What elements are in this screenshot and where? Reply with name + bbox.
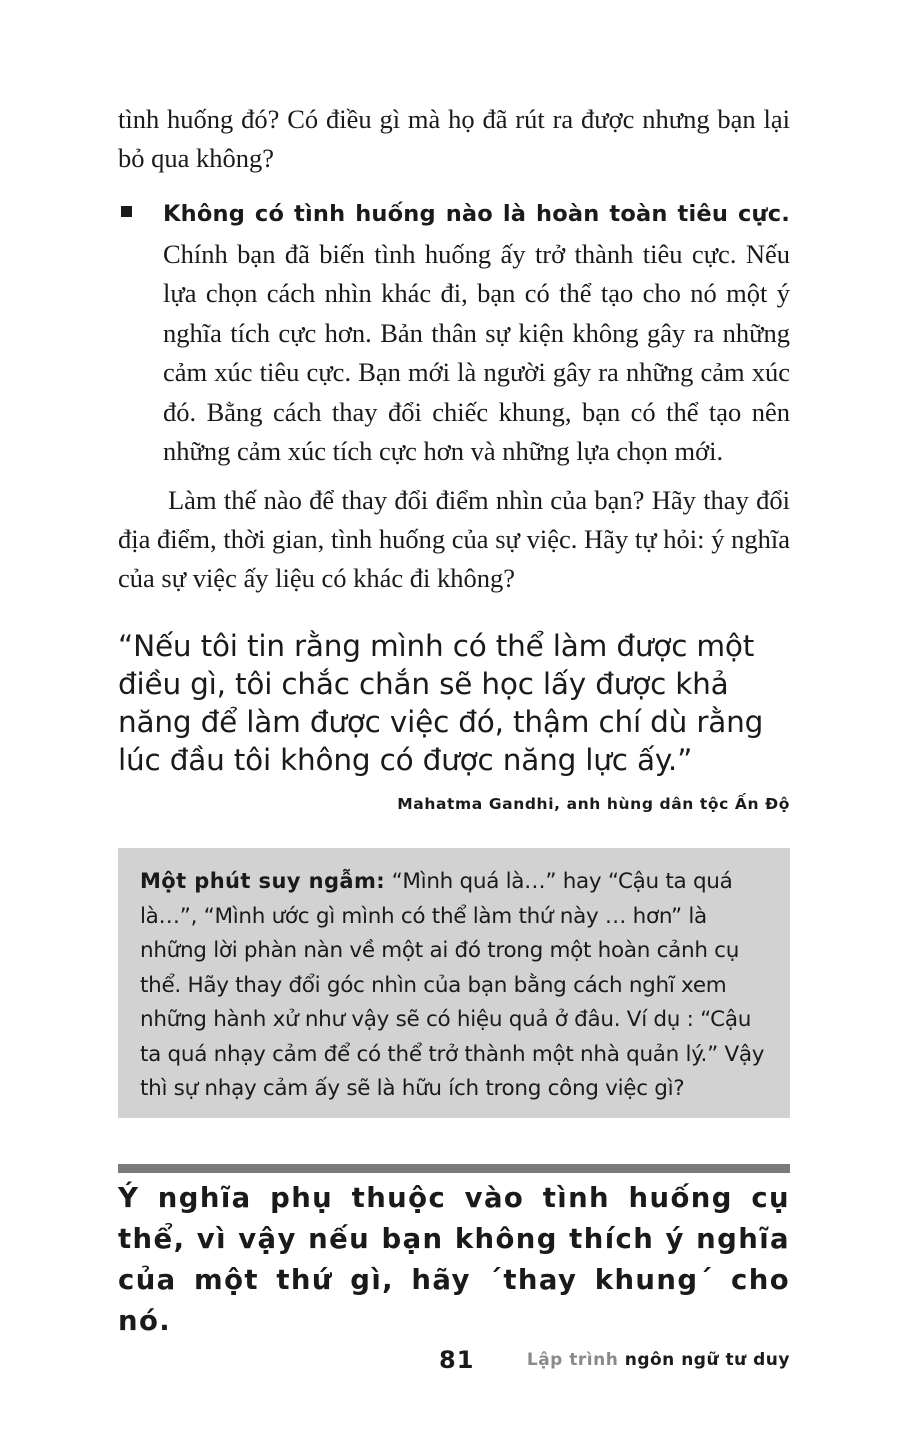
square-bullet-icon — [121, 206, 132, 217]
running-title — [527, 1350, 790, 1370]
bullet-body — [163, 193, 790, 472]
reflection-text: “Mình quá là…” hay “Cậu ta quá là…”, “Mình ước gì mình có thể làm thứ này … hơn” là những lời phàn nàn về một ai đó trong một hoàn cảnh cụ thể. Hãy thay đổi góc nhìn của bạn bằng cách nghĩ xem những hành xử như vậy sẽ có hiệu quả ở đâu. Ví dụ : “Cậu ta quá nhạy cảm để có thể trở thành một nhà quản lý.” Vậy thì sự nhạy cảm ấy sẽ là hữu ích trong công việc gì? — [140, 869, 765, 1101]
running-title-part2: ngôn ngữ tư duy — [618, 1350, 790, 1370]
quote-text: “Nếu tôi tin rằng mình có thể làm được một điều gì, tôi chắc chắn sẽ học lấy được khả năng để làm được việc đó, thậm chí dù rằng lúc đầu tôi không có được năng lực ấy.” — [118, 629, 764, 777]
bullet-item — [118, 193, 790, 472]
paragraph-top: tình huống đó? Có điều gì mà họ đã rút ra được nhưng bạn lại bỏ qua không? — [118, 104, 790, 173]
paragraph-middle: Làm thế nào để thay đổi điểm nhìn của bạn? Hãy thay đổi địa điểm, thời gian, tình huống của sự việc. Hãy tự hỏi: ý nghĩa của sự việc ấy liệu có khác đi không? — [118, 485, 790, 593]
bullet-heading: Không có tình huống nào là hoàn toàn tiêu cực. — [163, 201, 790, 227]
bullet-text: Chính bạn đã biến tình huống ấy trở thành tiêu cực. Nếu lựa chọn cách nhìn khác đi, bạn có thể tạo cho nó một ý nghĩa tích cực hơn. Bản thân sự kiện không gây ra những cảm xúc tiêu cực. Bạn mới là người gây ra những cảm xúc đó. Bằng cách thay đổi chiếc khung, bạn có thể tạo nên những cảm xúc tích cực hơn và những lựa chọn mới. — [163, 238, 790, 466]
reflection-label: Một phút suy ngẫm: — [140, 869, 386, 893]
divider-rule — [118, 1164, 790, 1173]
page-footer — [118, 1346, 790, 1386]
page-number: 81 — [439, 1346, 475, 1374]
reflection-box — [118, 848, 790, 1118]
quote-attribution: Mahatma Gandhi, anh hùng dân tộc Ấn Độ — [397, 795, 790, 813]
key-takeaway: Ý nghĩa phụ thuộc vào tình huống cụ thể, vì vậy nếu bạn không thích ý nghĩa của một thứ gì, hãy ´thay khung´ cho nó. — [118, 1182, 790, 1337]
reflection-content — [140, 864, 770, 1107]
running-title-part1: Lập trình — [526, 1350, 619, 1370]
